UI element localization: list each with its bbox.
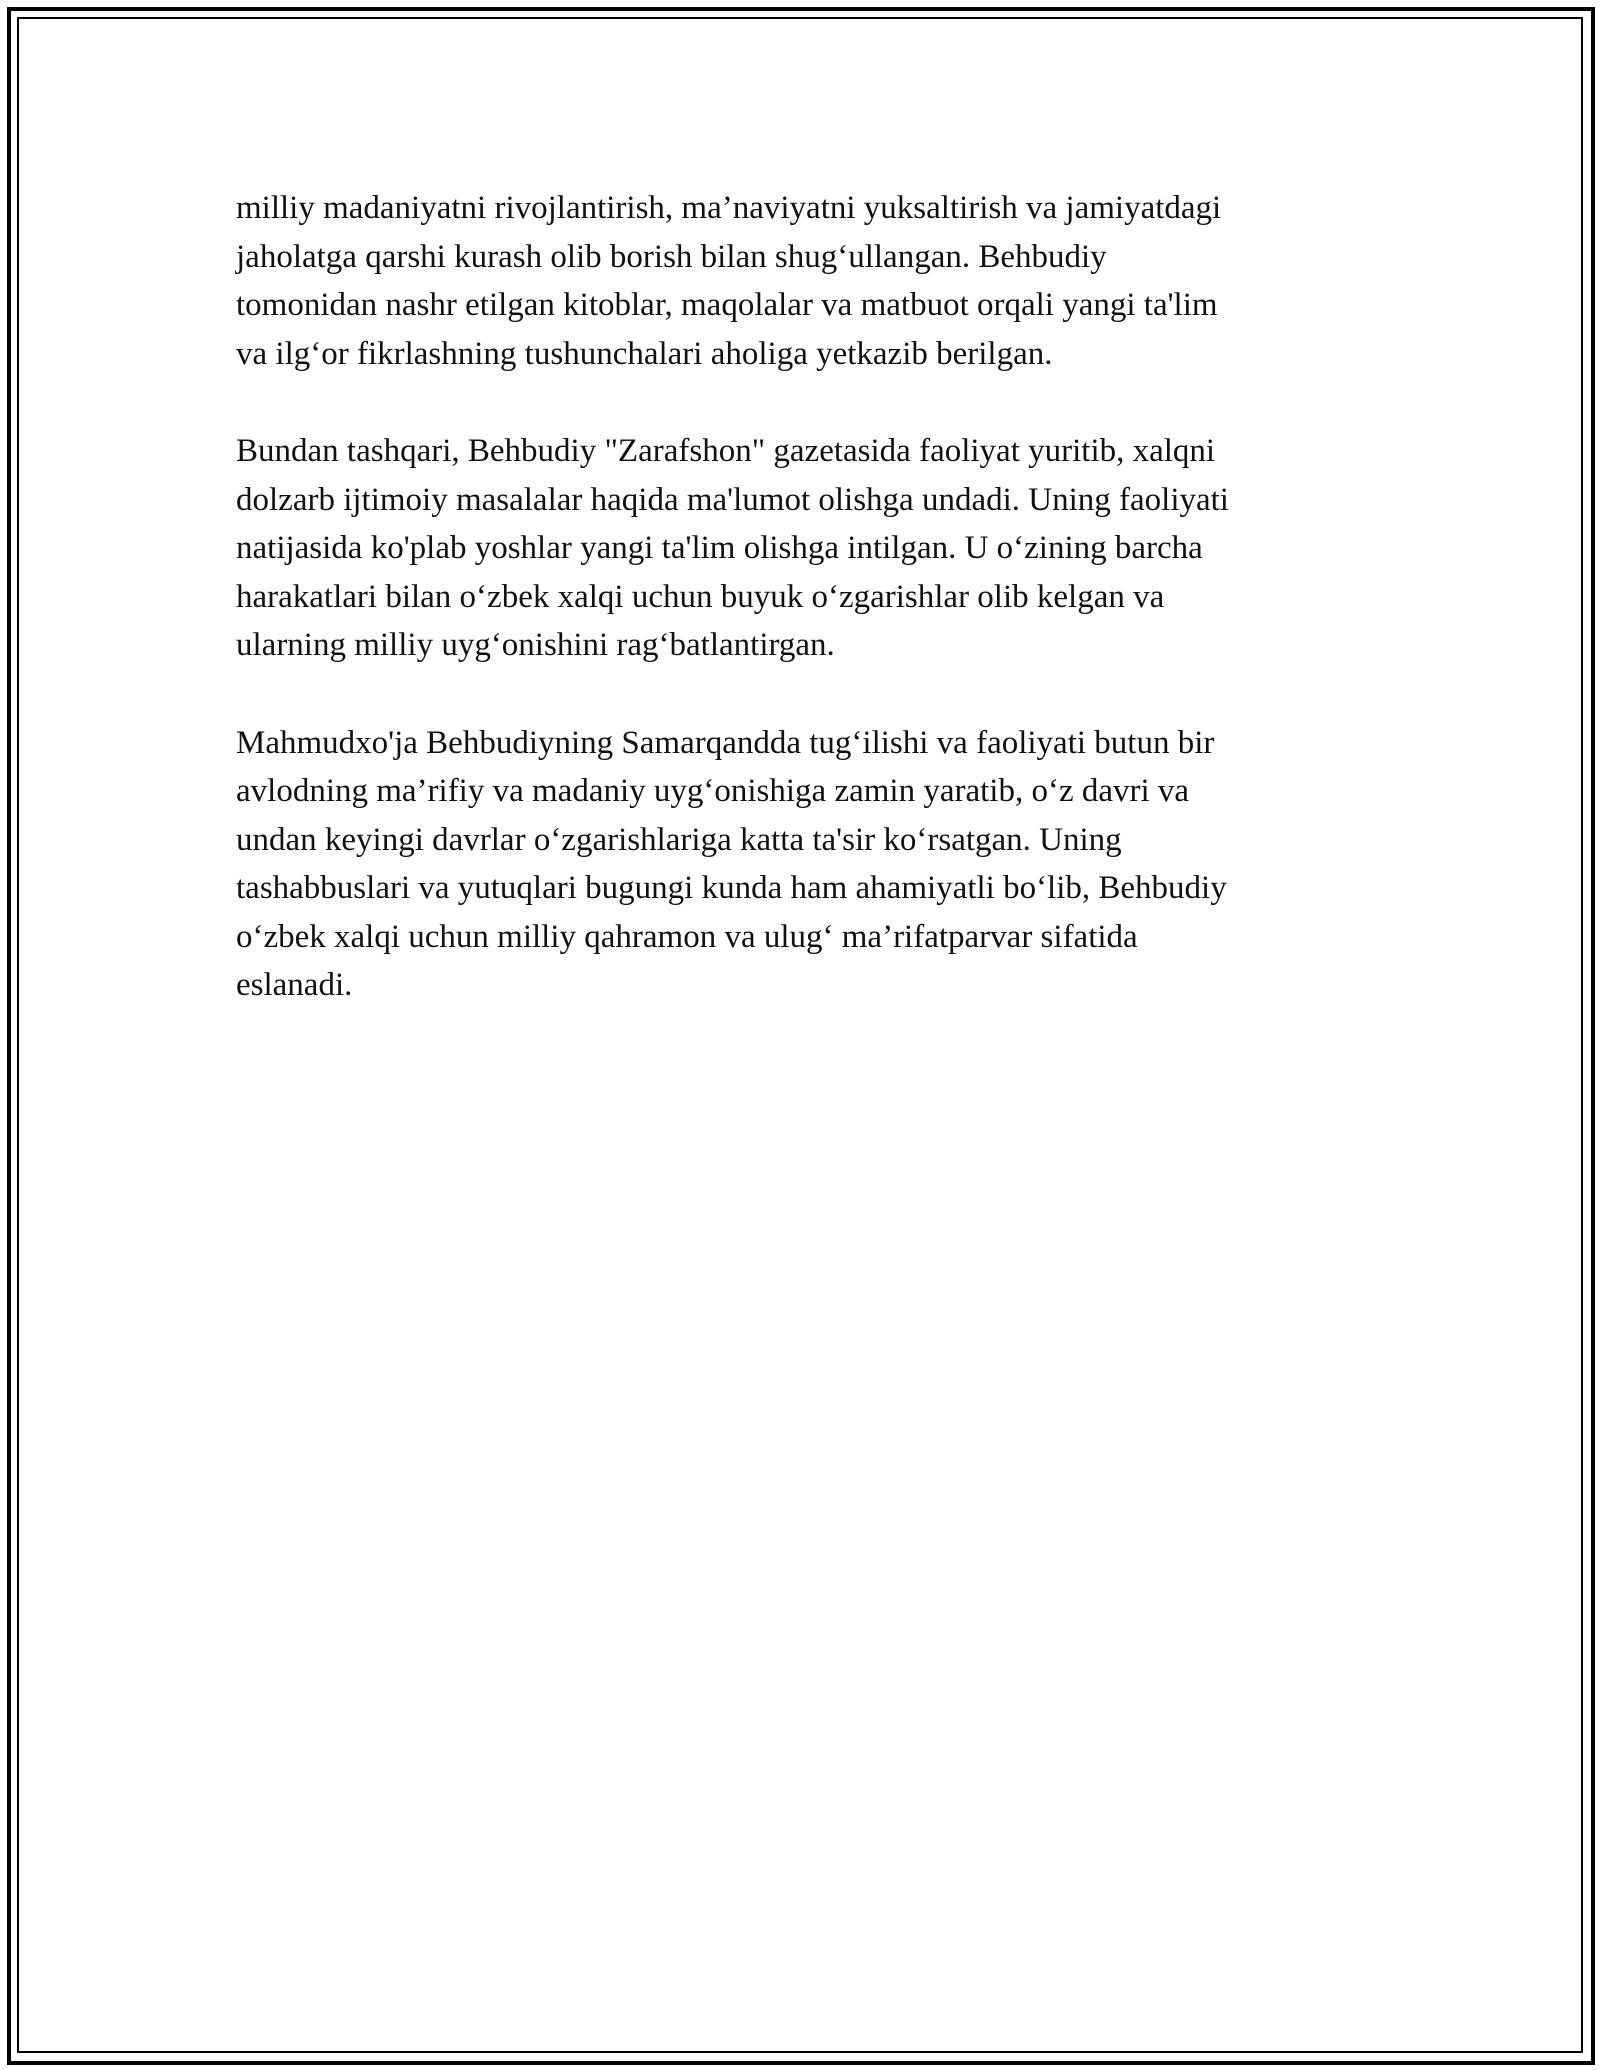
- document-body: [236, 184, 1356, 1059]
- paragraph: milliy madaniyatni rivojlantirish, ma’naviyatni yuksaltirish va jamiyatdagi jaholatga qarshi kurash olib borish bilan shug‘ullangan. Behbudiy tomonidan nashr etilgan kitoblar, maqolalar va matbuot orqali yangi ta'lim va ilg‘or fikrlashning tushunchalari aholiga yetkazib berilgan.: [236, 190, 1222, 372]
- paragraph: Bundan tashqari, Behbudiy "Zarafshon" gazetasida faoliyat yuritib, xalqni dolzarb ijtimoiy masalalar haqida ma'lumot olishga undadi. Uning faoliyati natijasida ko'plab yoshlar yangi ta'lim olishga intilgan. U o‘zining barcha harakatlari bilan o‘zbek xalqi uchun buyuk o‘zgarishlar olib kelgan va ularning milliy uyg‘onishini rag‘batlantirgan.: [236, 433, 1229, 663]
- paragraph: Mahmudxo'ja Behbudiyning Samarqandda tug‘ilishi va faoliyati butun bir avlodning ma’rifiy va madaniy uyg‘onishiga zamin yaratib, o‘z davri va undan keyingi davrlar o‘zgarishlariga katta ta'sir ko‘rsatgan. Uning tashabbuslari va yutuqlari bugungi kunda ham ahamiyatli bo‘lib, Behbudiy o‘zbek xalqi uchun milliy qahramon va ulug‘ ma’rifatparvar sifatida eslanadi.: [236, 724, 1227, 1003]
